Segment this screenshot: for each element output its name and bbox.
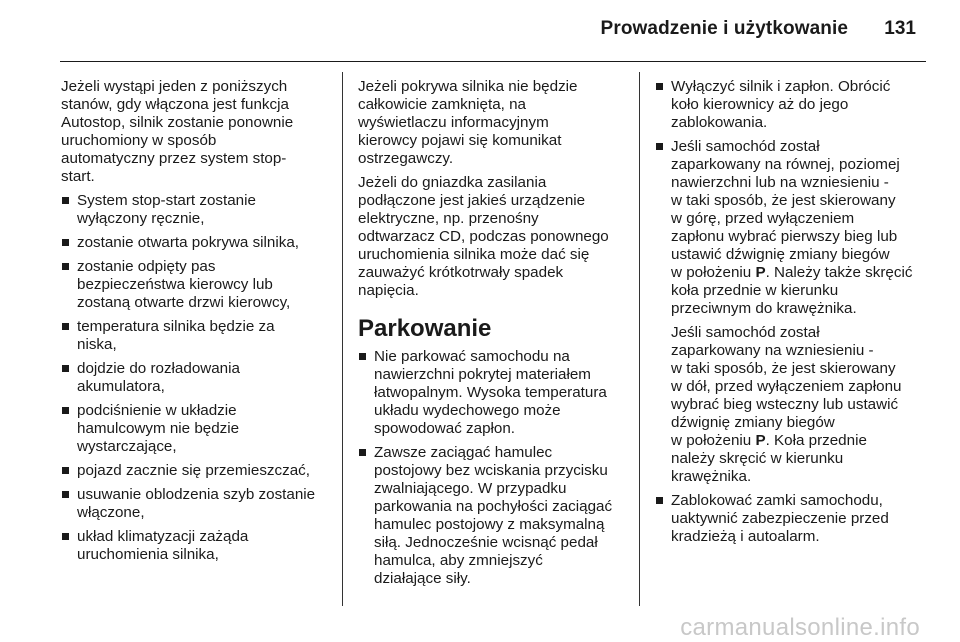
list-item xyxy=(655,138,927,486)
gear-position-p: P xyxy=(755,264,766,281)
header-title: Prowadzenie i użytkowanie xyxy=(600,18,848,39)
bullet-square-icon xyxy=(62,323,69,330)
text-line: krawężnika. xyxy=(671,468,752,485)
text-line: zwalniającego. W przypadku xyxy=(374,480,567,497)
bullet-square-icon xyxy=(62,197,69,204)
text-line: Jeżeli pokrywa silnika nie będzie xyxy=(358,78,578,95)
parking-list xyxy=(358,348,626,588)
bullet-square-icon xyxy=(62,491,69,498)
text-line: włączone, xyxy=(77,504,145,521)
text-line: przeciwnym do krawężnika. xyxy=(671,300,857,317)
text-line: nawierzchni lub na wzniesieniu - xyxy=(671,174,889,191)
list-item xyxy=(61,528,327,564)
text-line: parkowania na pochyłości zaciągać xyxy=(374,498,613,515)
text-line: zapłonu wybrać pierwszy bieg lub xyxy=(671,228,898,245)
bullet-square-icon xyxy=(62,263,69,270)
text-line: hamulec postojowy z maksymalną xyxy=(374,516,605,533)
text-line: dźwignię zmiany biegów xyxy=(671,414,835,431)
text-line: zostanie odpięty pas xyxy=(77,258,216,275)
text-line: pojazd zacznie się przemieszczać, xyxy=(77,462,310,479)
text-line: podłączone jest jakieś urządzenie xyxy=(358,192,586,209)
text-line: zaparkowany na równej, poziomej xyxy=(671,156,900,173)
text-line xyxy=(671,432,927,450)
text-line: Zawsze zaciągać hamulec xyxy=(374,444,553,461)
text-line: łatwopalnym. Wysoka temperatura xyxy=(374,384,607,401)
text-line: Jeśli samochód został xyxy=(671,138,820,155)
bullet-square-icon xyxy=(656,143,663,150)
list-item xyxy=(61,258,327,312)
text-line: w taki sposób, że jest skierowany xyxy=(671,192,896,209)
text-fragment: . Należy także skręcić xyxy=(765,264,913,281)
text-line: wybrać bieg wsteczny lub ustawić xyxy=(671,396,899,413)
text-line: zauważyć krótkotrwały spadek xyxy=(358,264,564,281)
text-line: Nie parkować samochodu na xyxy=(374,348,570,365)
text-fragment: . Koła przednie xyxy=(765,432,867,449)
list-item xyxy=(358,444,626,588)
text-line: dojdzie do rozładowania xyxy=(77,360,240,377)
text-line: wyświetlaczu informacyjnym xyxy=(358,114,549,131)
text-line: hamulcowym nie będzie xyxy=(77,420,240,437)
text-fragment: w położeniu xyxy=(671,432,756,449)
text-line: niska, xyxy=(77,336,117,353)
text-line: w taki sposób, że jest skierowany xyxy=(671,360,896,377)
text-line: wystarczające, xyxy=(77,438,177,455)
text-line: elektryczne, np. przenośny xyxy=(358,210,539,227)
intro-paragraph xyxy=(61,78,327,186)
text-line xyxy=(671,264,927,282)
text-line: zostanie otwarta pokrywa silnika, xyxy=(77,234,300,251)
text-line: Jeśli samochód został xyxy=(671,324,820,341)
text-line: akumulatora, xyxy=(77,378,165,395)
section-heading-parkowanie: Parkowanie xyxy=(358,315,492,342)
text-line: spowodować zapłon. xyxy=(374,420,515,437)
text-line: odtwarzacz CD, podczas ponownego xyxy=(358,228,609,245)
text-line: ustawić dźwignię zmiany biegów xyxy=(671,246,890,263)
text-line: nawierzchni pokrytej materiałem xyxy=(374,366,591,383)
text-line: układu wydechowego może xyxy=(374,402,561,419)
page-number: 131 xyxy=(884,18,916,39)
list-item xyxy=(61,462,327,480)
text-line: układ klimatyzacji zażąda xyxy=(77,528,249,545)
column-3 xyxy=(655,78,927,552)
parking-steps-list xyxy=(655,78,927,546)
list-item xyxy=(61,234,327,252)
text-line: hamulca, aby zmniejszyć xyxy=(374,552,543,569)
column-divider-1 xyxy=(342,72,343,606)
bullet-square-icon xyxy=(62,239,69,246)
bullet-square-icon xyxy=(62,407,69,414)
bullet-square-icon xyxy=(656,497,663,504)
text-line: uaktywnić zabezpieczenie przed xyxy=(671,510,889,527)
text-line: start. xyxy=(61,168,95,185)
column-1 xyxy=(61,78,327,570)
column-divider-2 xyxy=(639,72,640,606)
text-line: uruchomienia silnika, xyxy=(77,546,219,563)
text-line: podciśnienie w układzie xyxy=(77,402,237,419)
hood-warning-paragraph xyxy=(358,78,626,168)
bullet-square-icon xyxy=(359,449,366,456)
text-line: usuwanie oblodzenia szyb zostanie xyxy=(77,486,316,503)
list-item xyxy=(61,360,327,396)
text-line: koła przednie w kierunku xyxy=(671,282,839,299)
text-line: automatyczny przez system stop- xyxy=(61,150,287,167)
list-item xyxy=(655,492,927,546)
text-line: koło kierownicy aż do jego xyxy=(671,96,849,113)
bullet-square-icon xyxy=(62,365,69,372)
text-line: napięcia. xyxy=(358,282,419,299)
watermark: carmanualsonline.info xyxy=(680,614,920,641)
text-line: w dół, przed wyłączeniem zapłonu xyxy=(671,378,902,395)
text-line: zaparkowany na wzniesieniu - xyxy=(671,342,874,359)
text-line: kierowcy pojawi się komunikat xyxy=(358,132,562,149)
list-item xyxy=(655,78,927,132)
text-line: Jeżeli wystąpi jeden z poniższych xyxy=(61,78,288,95)
text-line: bezpieczeństwa kierowcy lub xyxy=(77,276,273,293)
text-line: Jeżeli do gniazdka zasilania xyxy=(358,174,547,191)
page-header xyxy=(0,0,960,62)
text-line: ostrzegawczy. xyxy=(358,150,454,167)
list-item xyxy=(61,318,327,354)
text-line: temperatura silnika będzie za xyxy=(77,318,275,335)
text-line: działające siły. xyxy=(374,570,471,587)
text-line: uruchomiony w sposób xyxy=(61,132,217,149)
text-line: wyłączony ręcznie, xyxy=(77,210,205,227)
gear-position-p: P xyxy=(755,432,766,449)
bullet-square-icon xyxy=(656,83,663,90)
bullet-square-icon xyxy=(359,353,366,360)
bullet-square-icon xyxy=(62,467,69,474)
voltage-drop-paragraph xyxy=(358,174,626,300)
text-line: stanów, gdy włączona jest funkcja xyxy=(61,96,289,113)
text-line: zablokowania. xyxy=(671,114,768,131)
text-line: siłą. Jednocześnie wcisnąć pedał xyxy=(374,534,598,551)
text-line: Autostop, silnik zostanie ponownie xyxy=(61,114,294,131)
list-item xyxy=(61,402,327,456)
text-line: w górę, przed wyłączeniem xyxy=(671,210,855,227)
text-line: uruchomienia silnika może dać się xyxy=(358,246,590,263)
text-line: zostaną otwarte drzwi kierowcy, xyxy=(77,294,291,311)
text-line: System stop-start zostanie xyxy=(77,192,256,209)
bullet-square-icon xyxy=(62,533,69,540)
sub-paragraph xyxy=(671,324,927,486)
list-item xyxy=(61,192,327,228)
restart-conditions-list xyxy=(61,192,327,564)
text-line: Wyłączyć silnik i zapłon. Obrócić xyxy=(671,78,891,95)
text-fragment: w położeniu xyxy=(671,264,756,281)
text-line: całkowicie zamknięta, na xyxy=(358,96,526,113)
header-rule xyxy=(60,61,926,62)
list-item xyxy=(61,486,327,522)
text-line: postojowy bez wciskania przycisku xyxy=(374,462,608,479)
text-line: Zablokować zamki samochodu, xyxy=(671,492,883,509)
column-2 xyxy=(358,78,626,594)
text-line: należy skręcić w kierunku xyxy=(671,450,844,467)
list-item xyxy=(358,348,626,438)
text-line: kradzieżą i autoalarm. xyxy=(671,528,820,545)
